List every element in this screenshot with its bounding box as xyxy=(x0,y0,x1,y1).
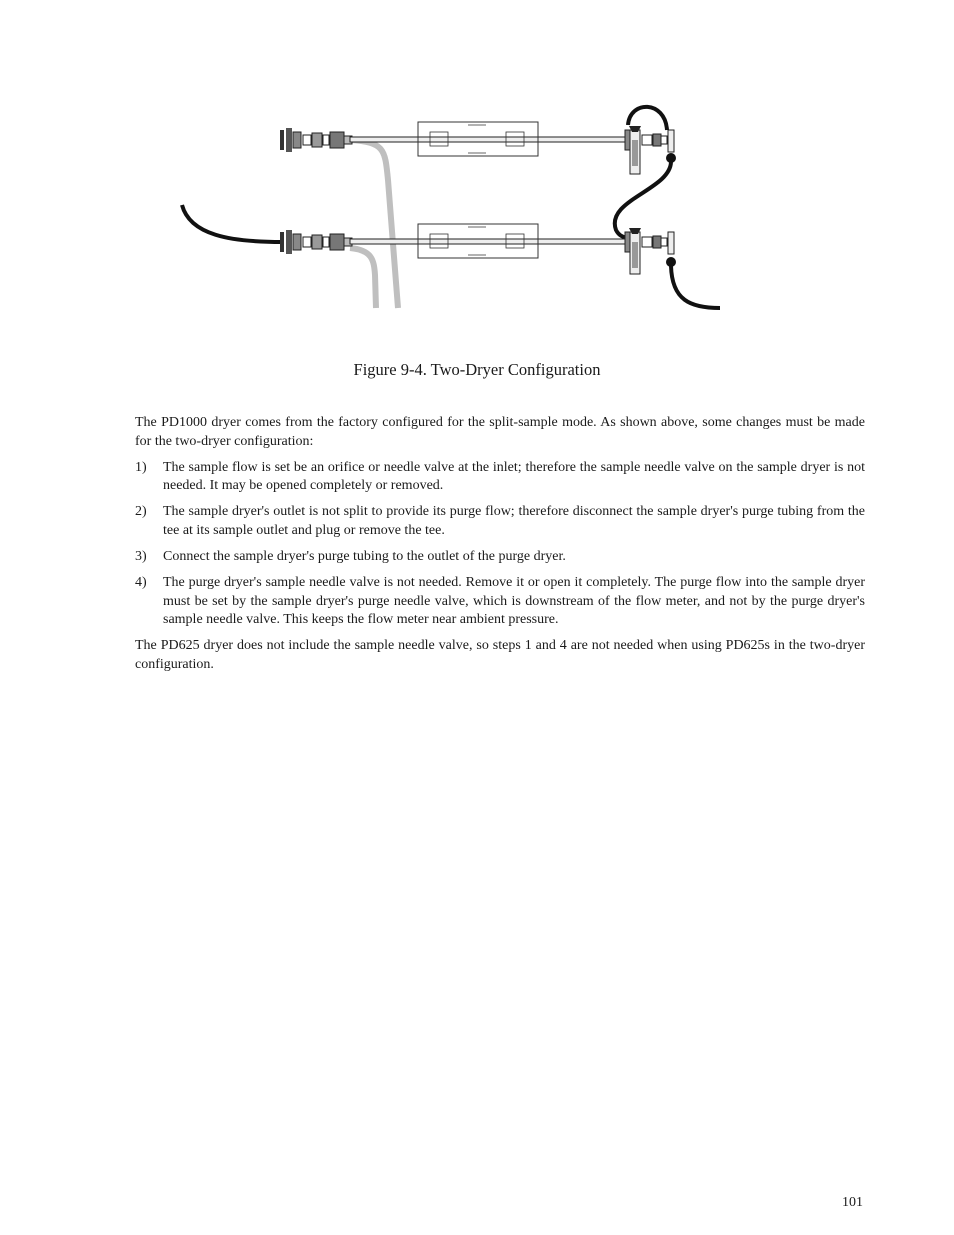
steps-list xyxy=(135,459,865,630)
step-text: Connect the sample dryer's purge tubing to the outlet of the purge dryer. xyxy=(163,549,566,565)
list-item xyxy=(135,574,865,630)
step-number: 4) xyxy=(135,575,147,591)
step-text: The sample dryer's outlet is not split to provide its purge flow; therefore disconnect the sample dryer's purge tubing from the tee at its sample outlet and plug or remove the tee. xyxy=(163,504,865,538)
upper-dryer xyxy=(280,122,676,174)
closing-paragraph: The PD625 dryer does not include the sample needle valve, so steps 1 and 4 are not needed when using PD625s in the two-dryer configuration. xyxy=(135,638,865,673)
list-item xyxy=(135,503,865,540)
figure-caption: Figure 9-4. Two-Dryer Configuration xyxy=(353,360,601,379)
inlet-tubing xyxy=(182,205,282,242)
page-number: 101 xyxy=(842,1195,863,1210)
outlet-tubing xyxy=(671,266,720,308)
list-item xyxy=(135,459,865,496)
body-text xyxy=(135,414,865,682)
crossover-tubing xyxy=(615,162,671,238)
step-text: The sample flow is set be an orifice or needle valve at the inlet; therefore the sample needle valve on the sample dryer is not needed. It may be opened completely or removed. xyxy=(163,459,865,494)
step-number: 2) xyxy=(135,504,147,520)
step-number: 3) xyxy=(135,549,147,565)
step-text: The purge dryer's sample needle valve is not needed. Remove it or open it completely. The purge flow into the sample dryer must be set by the sample dryer's purge needle valve, which is downstream of the flow meter, and not by the purge dryer's sample needle valve. This keeps the flow meter near ambient pressure. xyxy=(163,575,865,628)
two-dryer-diagram xyxy=(160,90,740,330)
list-item xyxy=(135,548,865,567)
purge-tubing-b xyxy=(350,248,376,308)
step-number: 1) xyxy=(135,459,147,475)
intro-paragraph: The PD1000 dryer comes from the factory configured for the split-sample mode. As shown above, some changes must be made for the two-dryer configuration: xyxy=(135,415,865,449)
